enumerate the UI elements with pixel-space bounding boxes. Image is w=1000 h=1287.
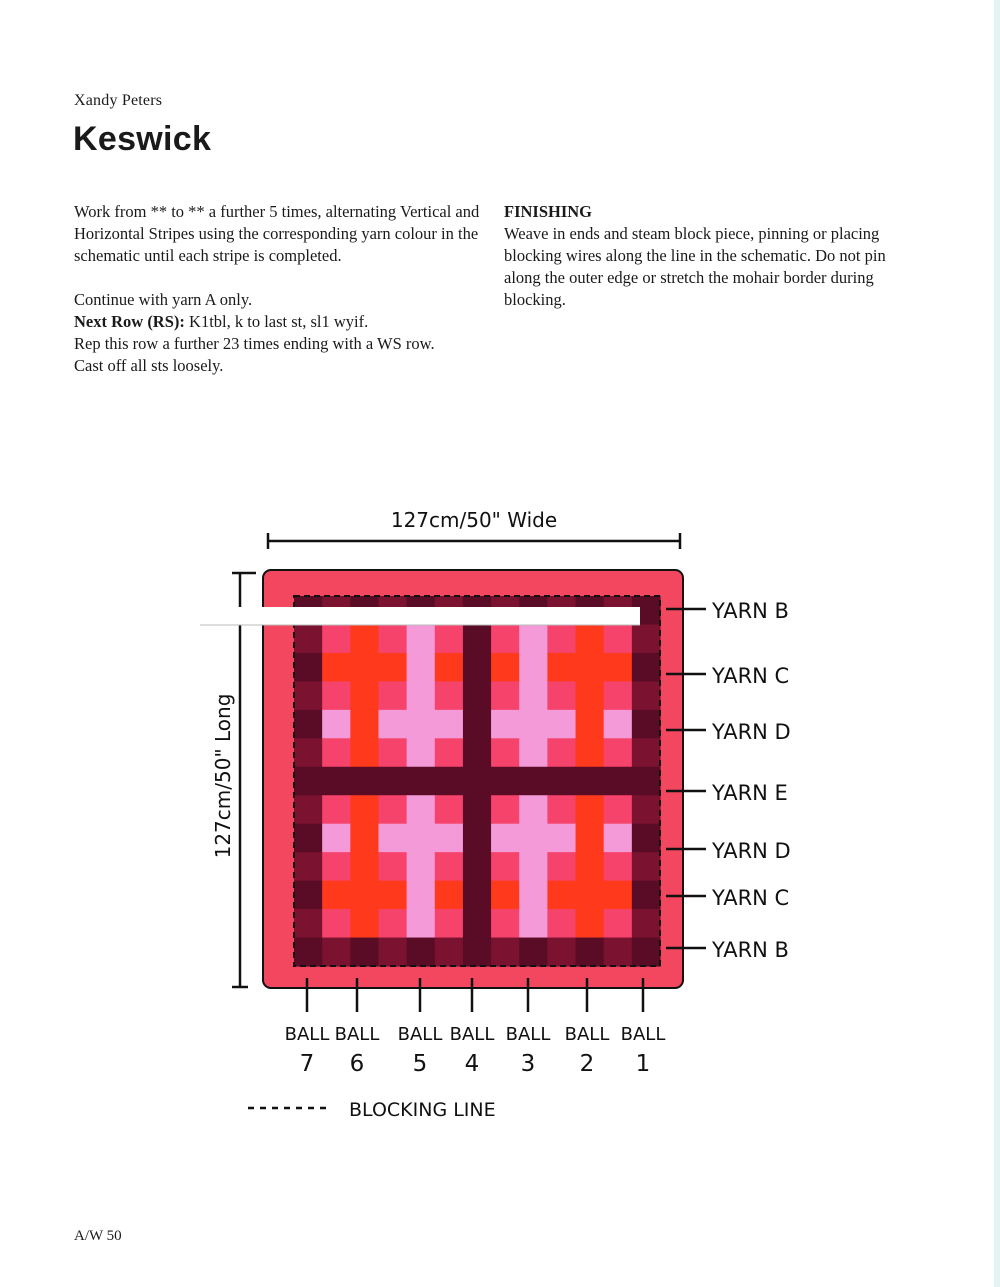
plaid-cell [632, 767, 661, 796]
plaid-cell [491, 881, 520, 910]
plaid-cell [294, 624, 323, 653]
plaid-cell [547, 824, 576, 853]
plaid-cell [294, 767, 323, 796]
plaid-cell [407, 938, 436, 967]
plaid-cell [435, 938, 464, 967]
ball-number: 2 [579, 1051, 595, 1077]
author-name: Xandy Peters [74, 92, 163, 109]
plaid-cell [547, 795, 576, 824]
plaid-cell [519, 738, 548, 767]
yarn-label: YARN E [712, 781, 788, 805]
ball-word: BALL [284, 1024, 330, 1045]
plaid-grid [294, 596, 661, 967]
yarn-label: YARN B [712, 599, 789, 623]
ball-number: 3 [520, 1051, 536, 1077]
plaid-cell [407, 852, 436, 881]
instruction-line: Rep this row a further 23 times ending with a WS row. [74, 334, 435, 353]
page-folio: A/W 50 [74, 1228, 122, 1244]
plaid-cell [378, 710, 407, 739]
plaid-cell [322, 852, 351, 881]
instruction-paragraph: Work from ** to ** a further 5 times, alternating Vertical and Horizontal Stripes using the corresponding yarn colour in the schematic until each stripe is completed. [74, 202, 480, 265]
ball-number: 1 [635, 1051, 651, 1077]
plaid-cell [294, 738, 323, 767]
plaid-cell [463, 624, 492, 653]
plaid-cell [407, 681, 436, 710]
blocking-legend [248, 1099, 496, 1121]
plaid-cell [407, 881, 436, 910]
plaid-cell [576, 710, 605, 739]
plaid-cell [547, 938, 576, 967]
plaid-cell [604, 710, 633, 739]
plaid-cell [463, 881, 492, 910]
plaid-cell [576, 938, 605, 967]
plaid-cell [491, 909, 520, 938]
plaid-cell [604, 795, 633, 824]
plaid-cell [632, 738, 661, 767]
plaid-cell [491, 852, 520, 881]
plaid-cell [604, 824, 633, 853]
plaid-cell [604, 624, 633, 653]
plaid-cell [463, 738, 492, 767]
plaid-cell [463, 909, 492, 938]
plaid-cell [491, 738, 520, 767]
plaid-cell [519, 681, 548, 710]
plaid-cell [407, 909, 436, 938]
ball-number: 5 [412, 1051, 428, 1077]
plaid-cell [632, 681, 661, 710]
plaid-cell [463, 767, 492, 796]
plaid-cell [294, 824, 323, 853]
plaid-cell [322, 653, 351, 682]
plaid-cell [604, 767, 633, 796]
legend-label: BLOCKING LINE [349, 1099, 496, 1121]
plaid-cell [378, 681, 407, 710]
plaid-cell [547, 909, 576, 938]
plaid-cell [491, 938, 520, 967]
plaid-cell [378, 881, 407, 910]
plaid-cell [322, 795, 351, 824]
plaid-cell [294, 938, 323, 967]
plaid-cell [491, 795, 520, 824]
plaid-cell [604, 909, 633, 938]
plaid-cell [604, 681, 633, 710]
plaid-cell [547, 767, 576, 796]
plaid-cell [604, 881, 633, 910]
plaid-cell [407, 738, 436, 767]
plaid-cell [547, 653, 576, 682]
plaid-cell [576, 881, 605, 910]
length-label: 127cm/50" Long [211, 693, 235, 859]
plaid-cell [407, 824, 436, 853]
plaid-cell [435, 852, 464, 881]
plaid-cell [547, 881, 576, 910]
plaid-cell [547, 852, 576, 881]
plaid-cell [519, 938, 548, 967]
plaid-cell [407, 653, 436, 682]
plaid-cell [435, 824, 464, 853]
plaid-cell [632, 624, 661, 653]
ball-number: 6 [349, 1051, 365, 1077]
yarn-label: YARN C [712, 664, 790, 688]
plaid-cell [632, 938, 661, 967]
plaid-cell [407, 624, 436, 653]
plaid-cell [632, 824, 661, 853]
plaid-cell [322, 624, 351, 653]
plaid-cell [435, 710, 464, 739]
yarn-label: YARN D [712, 839, 791, 863]
plaid-cell [463, 681, 492, 710]
plaid-cell [322, 738, 351, 767]
yarn-label: YARN B [712, 938, 789, 962]
plaid-cell [294, 710, 323, 739]
plaid-cell [547, 681, 576, 710]
plaid-cell [604, 738, 633, 767]
plaid-cell [576, 681, 605, 710]
ball-number: 7 [299, 1051, 315, 1077]
plaid-cell [491, 710, 520, 739]
plaid-cell [604, 938, 633, 967]
ball-word: BALL [334, 1024, 380, 1045]
finishing-text: Weave in ends and steam block piece, pinning or placing blocking wires along the line in the schematic. Do not pin along the outer edge or stretch the mohair border during blocking. [504, 224, 886, 309]
plaid-cell [519, 710, 548, 739]
plaid-cell [491, 653, 520, 682]
plaid-cell [519, 624, 548, 653]
plaid-cell [491, 767, 520, 796]
plaid-cell [491, 824, 520, 853]
plaid-cell [632, 852, 661, 881]
plaid-cell [294, 653, 323, 682]
plaid-cell [519, 852, 548, 881]
plaid-cell [463, 653, 492, 682]
plaid-cell [294, 852, 323, 881]
plaid-cell [378, 909, 407, 938]
page-title: Keswick [73, 120, 212, 158]
plaid-cell [435, 653, 464, 682]
plaid-cell [576, 909, 605, 938]
plaid-cell [491, 624, 520, 653]
plaid-cell [463, 824, 492, 853]
next-row-label: Next Row (RS): [74, 312, 185, 331]
ball-word: BALL [564, 1024, 610, 1045]
plaid-cell [350, 795, 379, 824]
plaid-cell [576, 767, 605, 796]
plaid-cell [407, 795, 436, 824]
plaid-cell [378, 795, 407, 824]
plaid-cell [322, 710, 351, 739]
plaid-cell [576, 795, 605, 824]
plaid-cell [547, 624, 576, 653]
ball-number: 4 [464, 1051, 480, 1077]
width-dimension [268, 508, 680, 549]
plaid-cell [491, 681, 520, 710]
plaid-cell [378, 852, 407, 881]
plaid-cell [519, 909, 548, 938]
plaid-cell [350, 738, 379, 767]
next-row-text: K1tbl, k to last st, sl1 wyif. [184, 312, 369, 331]
plaid-cell [576, 852, 605, 881]
plaid-cell [632, 653, 661, 682]
yarn-labels [666, 599, 791, 962]
plaid-cell [576, 653, 605, 682]
plaid-cell [463, 795, 492, 824]
plaid-cell [350, 653, 379, 682]
plaid-cell [378, 767, 407, 796]
plaid-cell [435, 624, 464, 653]
plaid-cell [632, 795, 661, 824]
plaid-cell [632, 881, 661, 910]
plaid-cell [463, 710, 492, 739]
plaid-cell [547, 738, 576, 767]
plaid-cell [519, 767, 548, 796]
plaid-cell [435, 681, 464, 710]
plaid-cell [435, 767, 464, 796]
plaid-cell [378, 938, 407, 967]
plaid-cell [350, 710, 379, 739]
plaid-cell [519, 653, 548, 682]
ball-word: BALL [505, 1024, 551, 1045]
plaid-cell [294, 795, 323, 824]
plaid-cell [294, 881, 323, 910]
plaid-cell [407, 710, 436, 739]
plaid-cell [576, 824, 605, 853]
ball-word: BALL [449, 1024, 495, 1045]
plaid-cell [604, 653, 633, 682]
length-dimension [211, 573, 256, 987]
plaid-cell [378, 738, 407, 767]
plaid-cell [435, 881, 464, 910]
white-strip [200, 607, 640, 625]
ball-labels [285, 978, 666, 1077]
plaid-cell [576, 738, 605, 767]
plaid-cell [350, 938, 379, 967]
finishing-heading: FINISHING [504, 202, 593, 221]
plaid-cell [519, 824, 548, 853]
instruction-line: Cast off all sts loosely. [74, 356, 224, 375]
plaid-cell [378, 824, 407, 853]
ball-word: BALL [620, 1024, 666, 1045]
plaid-cell [322, 909, 351, 938]
plaid-cell [435, 738, 464, 767]
yarn-label: YARN C [712, 886, 790, 910]
plaid-cell [407, 767, 436, 796]
plaid-cell [350, 852, 379, 881]
plaid-cell [322, 938, 351, 967]
instruction-line: Continue with yarn A only. [74, 290, 253, 309]
plaid-cell [435, 909, 464, 938]
plaid-cell [322, 824, 351, 853]
plaid-cell [350, 624, 379, 653]
plaid-cell [294, 909, 323, 938]
plaid-cell [322, 881, 351, 910]
plaid-cell [435, 795, 464, 824]
width-label: 127cm/50" Wide [390, 508, 558, 532]
plaid-cell [350, 767, 379, 796]
ball-word: BALL [397, 1024, 443, 1045]
plaid-cell [576, 624, 605, 653]
plaid-cell [350, 824, 379, 853]
plaid-cell [632, 710, 661, 739]
plaid-cell [350, 881, 379, 910]
plaid-cell [350, 681, 379, 710]
plaid-cell [604, 852, 633, 881]
plaid-cell [378, 624, 407, 653]
plaid-cell [294, 681, 323, 710]
plaid-cell [322, 767, 351, 796]
plaid-cell [519, 795, 548, 824]
plaid-cell [350, 909, 379, 938]
plaid-cell [378, 653, 407, 682]
plaid-cell [322, 681, 351, 710]
plaid-cell [463, 852, 492, 881]
yarn-label: YARN D [712, 720, 791, 744]
plaid-cell [547, 710, 576, 739]
plaid-cell [632, 909, 661, 938]
plaid-cell [519, 881, 548, 910]
plaid-cell [463, 938, 492, 967]
